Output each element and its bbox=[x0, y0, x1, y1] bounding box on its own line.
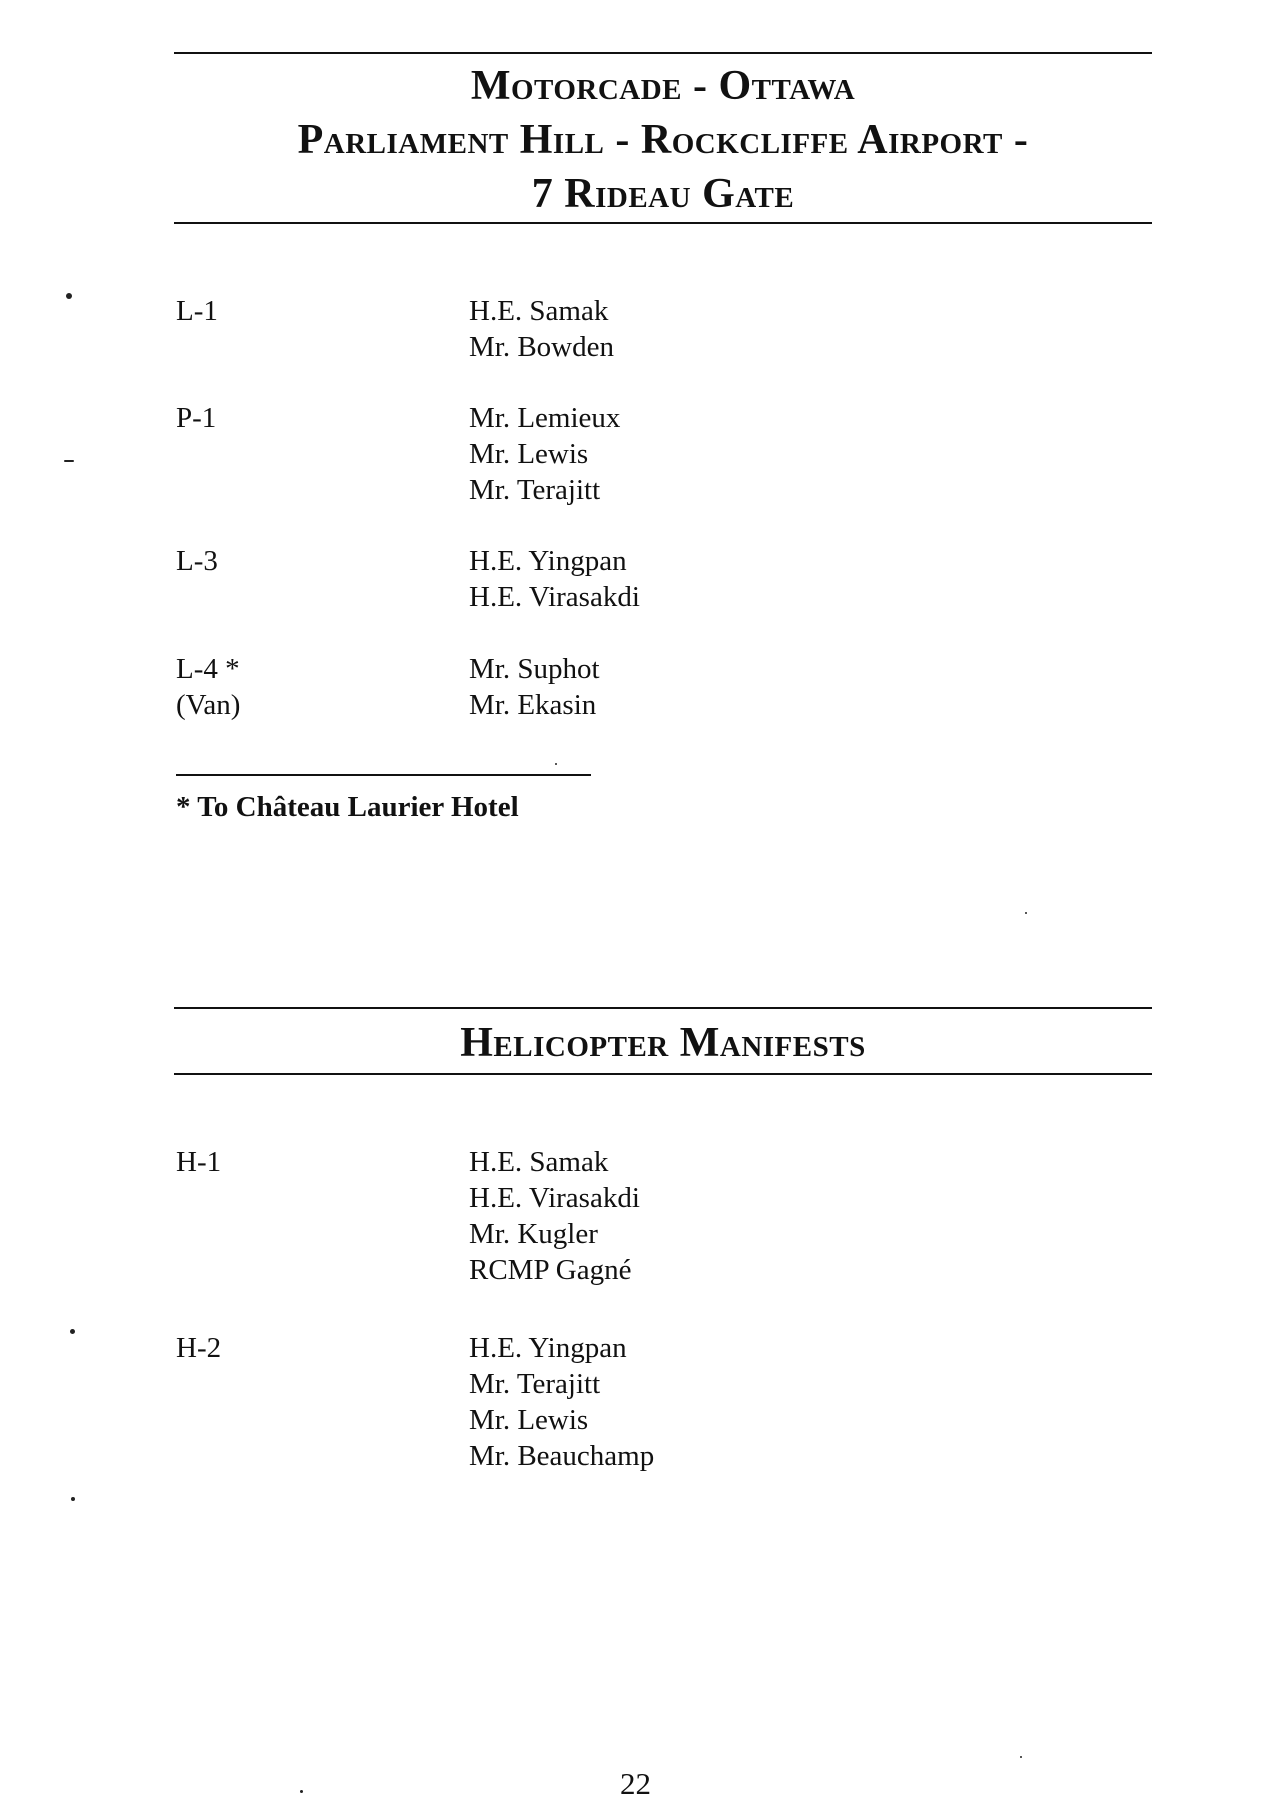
passenger-name: Mr. Terajitt bbox=[469, 474, 601, 506]
helicopter-passengers bbox=[469, 1144, 640, 1288]
passenger-name: Mr. Kugler bbox=[469, 1218, 598, 1250]
vehicle-passengers bbox=[469, 400, 620, 508]
scan-speck bbox=[1025, 912, 1027, 914]
motorcade-bottom-rule bbox=[174, 222, 1152, 224]
scan-speck bbox=[66, 293, 72, 299]
vehicle-passengers bbox=[469, 543, 640, 615]
passenger-name: H.E. Yingpan bbox=[469, 1332, 627, 1364]
passenger-name: Mr. Lewis bbox=[469, 438, 589, 470]
helicopter-bottom-rule bbox=[174, 1073, 1152, 1075]
motorcade-title bbox=[174, 59, 1152, 221]
vehicle-code: L-1 bbox=[176, 295, 218, 327]
passenger-name: H.E. Samak bbox=[469, 1146, 609, 1178]
helicopter-passengers bbox=[469, 1330, 654, 1474]
motorcade-title-line-2: Parliament Hill - Rockcliffe Airport - bbox=[297, 117, 1029, 163]
passenger-name: H.E. Yingpan bbox=[469, 545, 627, 577]
motorcade-top-rule bbox=[174, 52, 1152, 54]
passenger-name: Mr. Lemieux bbox=[469, 402, 621, 434]
passenger-name: H.E. Samak bbox=[469, 295, 609, 327]
scan-speck bbox=[70, 1329, 75, 1334]
scan-speck bbox=[71, 1497, 75, 1501]
helicopter-title: Helicopter Manifests bbox=[460, 1020, 866, 1066]
passenger-name: Mr. Suphot bbox=[469, 653, 600, 685]
passenger-name: Mr. Beauchamp bbox=[469, 1440, 655, 1472]
scan-speck bbox=[300, 1790, 303, 1793]
scan-speck bbox=[64, 460, 74, 462]
passenger-name: Mr. Lewis bbox=[469, 1404, 589, 1436]
motorcade-title-line-1: Motorcade - Ottawa bbox=[470, 63, 856, 109]
footnote-rule bbox=[176, 774, 591, 776]
helicopter-code: H-2 bbox=[176, 1332, 222, 1364]
vehicle-code: L-3 bbox=[176, 545, 218, 577]
passenger-name: H.E. Virasakdi bbox=[469, 581, 640, 613]
vehicle-code: P-1 bbox=[176, 402, 217, 434]
footnote: * To Château Laurier Hotel bbox=[176, 791, 519, 823]
passenger-name: RCMP Gagné bbox=[469, 1254, 632, 1286]
helicopter-top-rule bbox=[174, 1007, 1152, 1009]
vehicle-passengers bbox=[469, 293, 614, 365]
passenger-name: Mr. Terajitt bbox=[469, 1368, 601, 1400]
motorcade-title-line-3: 7 Rideau Gate bbox=[531, 171, 795, 217]
passenger-name: Mr. Ekasin bbox=[469, 689, 597, 721]
scan-speck bbox=[1020, 1756, 1022, 1758]
scan-speck bbox=[555, 763, 557, 765]
helicopter-code: H-1 bbox=[176, 1146, 222, 1178]
page-number: 22 bbox=[620, 1766, 651, 1801]
vehicle-passengers bbox=[469, 651, 600, 723]
passenger-name: H.E. Virasakdi bbox=[469, 1182, 640, 1214]
vehicle-code: L-4 * (Van) bbox=[176, 653, 241, 721]
passenger-name: Mr. Bowden bbox=[469, 331, 614, 363]
